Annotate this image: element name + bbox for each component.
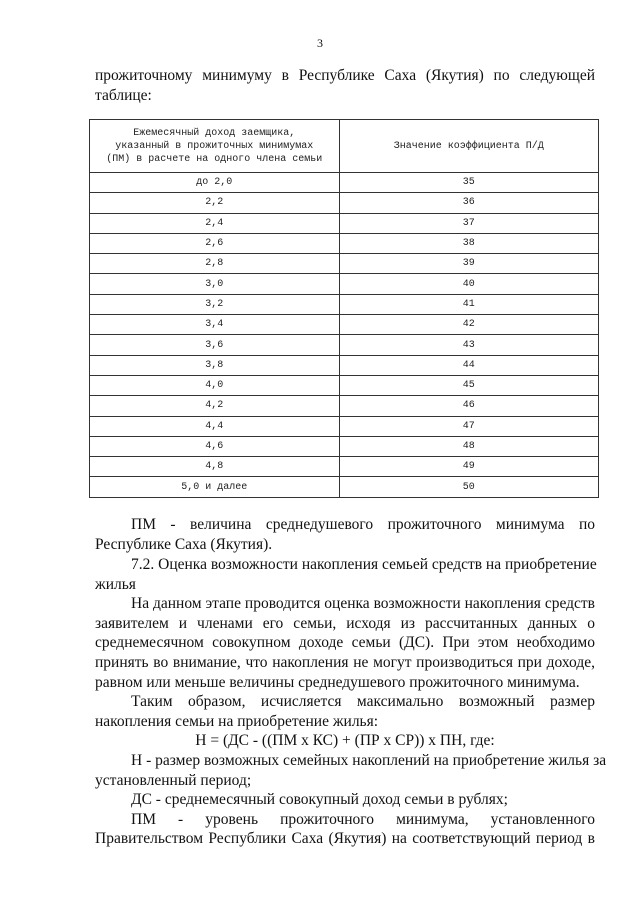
income-cell: 3,6 — [90, 335, 340, 355]
text-line: среднемесячном совокупном доходе семьи (ДС). При этом необходимо — [95, 634, 595, 651]
table-row — [90, 274, 599, 294]
table-row — [90, 477, 599, 497]
section-heading: 7.2. Оценка возможности накопления семьей средств на приобретение — [131, 556, 597, 573]
income-cell: 3,4 — [90, 315, 340, 335]
income-cell: 2,2 — [90, 193, 340, 213]
coefficient-cell: 39 — [339, 254, 599, 274]
text-line: принять во внимание, что накопления не могут производиться при доходе, — [95, 654, 595, 671]
table-row — [90, 173, 599, 193]
income-cell: 3,2 — [90, 294, 340, 314]
text-line: прожиточному минимуму в Республике Саха (Якутия) по следующей — [95, 67, 595, 84]
table-row — [90, 193, 599, 213]
income-cell: 4,6 — [90, 436, 340, 456]
coefficient-cell: 45 — [339, 375, 599, 395]
coefficient-table — [89, 119, 599, 498]
text-line: ПМ - уровень прожиточного минимума, установленного — [131, 811, 595, 828]
text-line: Республике Саха (Якутия). — [95, 536, 273, 553]
table-row — [90, 315, 599, 335]
coefficient-cell: 36 — [339, 193, 599, 213]
coefficient-cell: 40 — [339, 274, 599, 294]
coefficient-cell: 38 — [339, 233, 599, 253]
table-row — [90, 233, 599, 253]
table-row — [90, 416, 599, 436]
income-cell: до 2,0 — [90, 173, 340, 193]
coefficient-cell: 42 — [339, 315, 599, 335]
coefficient-cell: 41 — [339, 294, 599, 314]
coefficient-cell: 47 — [339, 416, 599, 436]
table-row — [90, 375, 599, 395]
coefficient-cell: 50 — [339, 477, 599, 497]
text-line: заявителем и членами его семьи, исходя из рассчитанных данных о — [95, 615, 595, 632]
income-cell: 2,8 — [90, 254, 340, 274]
formula: Н = (ДС - ((ПМ х КС) + (ПР х СР)) х ПН, где: — [195, 732, 495, 749]
income-cell: 4,0 — [90, 375, 340, 395]
text-line: таблице: — [95, 87, 152, 104]
text-line: равном или меньше величины среднедушевого прожиточного минимума. — [95, 674, 580, 691]
coefficient-cell: 49 — [339, 457, 599, 477]
coefficient-cell: 35 — [339, 173, 599, 193]
text-line: ДС - среднемесячный совокупный доход семьи в рублях; — [131, 791, 508, 808]
table-row — [90, 396, 599, 416]
coefficient-cell: 44 — [339, 355, 599, 375]
table-row — [90, 254, 599, 274]
income-cell: 3,8 — [90, 355, 340, 375]
table-row — [90, 213, 599, 233]
coefficient-cell: 48 — [339, 436, 599, 456]
income-cell: 4,2 — [90, 396, 340, 416]
text-line: накопления семьи на приобретение жилья: — [95, 713, 379, 730]
table-row — [90, 457, 599, 477]
page-number: 3 — [317, 36, 323, 50]
text-line: На данном этапе проводится оценка возможности накопления средств — [131, 595, 595, 612]
income-cell: 5,0 и далее — [90, 477, 340, 497]
table-header-coefficient: Значение коэффициента П/Д — [339, 120, 599, 173]
text-line: ПМ - величина среднедушевого прожиточного минимума по — [131, 516, 595, 533]
text-line: Правительством Республики Саха (Якутия) на соответствующий период в — [95, 830, 595, 847]
income-cell: 4,8 — [90, 457, 340, 477]
income-cell: 2,6 — [90, 233, 340, 253]
text-line: Н - размер возможных семейных накоплений на приобретение жилья за — [131, 752, 607, 769]
table-row — [90, 355, 599, 375]
table-header-income: Ежемесячный доход заемщика, указанный в прожиточных минимумах (ПМ) в расчете на одного члена семьи — [90, 120, 340, 173]
section-heading-cont: жилья — [95, 576, 136, 593]
coefficient-cell: 46 — [339, 396, 599, 416]
table-row — [90, 335, 599, 355]
coefficient-cell: 43 — [339, 335, 599, 355]
table-row — [90, 294, 599, 314]
income-cell: 2,4 — [90, 213, 340, 233]
text-line: установленный период; — [95, 772, 252, 789]
text-line: Таким образом, исчисляется максимально возможный размер — [131, 693, 595, 710]
coefficient-cell: 37 — [339, 213, 599, 233]
table-row — [90, 436, 599, 456]
income-cell: 4,4 — [90, 416, 340, 436]
table-header-row — [90, 120, 599, 173]
income-cell: 3,0 — [90, 274, 340, 294]
